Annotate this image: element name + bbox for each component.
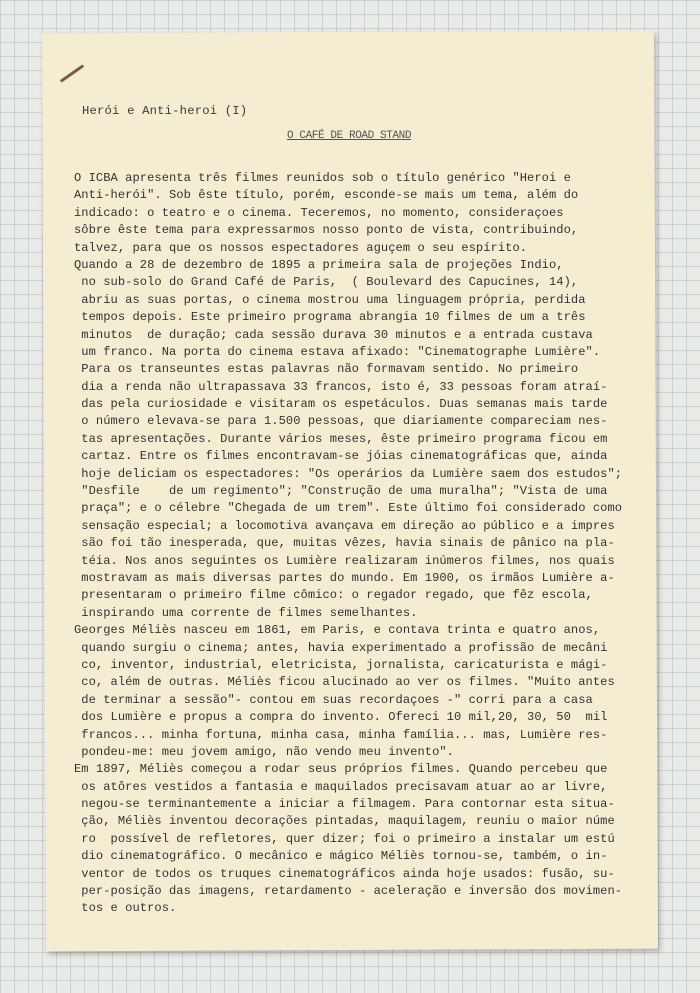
text-line: "Desfile de um regimento"; "Construção de uma muralha"; "Vista de uma [74, 484, 608, 499]
text-line: são foi tão inesperada, que, muitas vêzes, havia sinais de pânico na pla- [74, 536, 615, 551]
text-line: mostravam as mais diversas partes do mundo. Em 1900, os irmãos Lumière a- [74, 570, 615, 585]
text-line: indicado: o teatro e o cinema. Teceremos, no momento, consideraçoes [74, 205, 564, 220]
text-line: negou-se terminantemente a iniciar a filmagem. Para contornar esta situa- [74, 797, 615, 812]
text-line: ção, Méliès inventou decorações pintadas, maquilagem, reuniu o maior núme [74, 814, 615, 829]
text-line: Quando a 28 de dezembro de 1895 a primeira sala de projeções Indio, [74, 257, 564, 272]
text-line: O ICBA apresenta três filmes reunidos sob o título genérico "Heroi e [74, 171, 571, 185]
text-line: Para os transeuntes estas palavras não formavam sentido. No primeiro [74, 362, 579, 377]
text-line: praça"; e o célebre "Chegada de um trem". Este último foi considerado como [74, 501, 623, 516]
text-line: os atôres vestidos a fantasia e maquilados precisavam atuar ao ar livre, [74, 779, 608, 794]
text-line: Em 1897, Méliès começou a rodar seus próprios filmes. Quando percebeu que [74, 762, 608, 777]
text-line: tempos depois. Este primeiro programa abrangia 10 filmes de um a três [74, 310, 586, 325]
text-line: téia. Nos anos seguintes os Lumière realizaram inúmeros filmes, nos quais [74, 553, 615, 568]
text-line: hoje deliciam os espectadores: "Os operários da Lumière saem dos estudos"; [74, 466, 623, 481]
text-line: dos Lumière e propus a compra do invento. Ofereci 10 mil,20, 30, 50 mil [74, 710, 608, 725]
text-line: dia a renda não ultrapassava 33 francos, isto é, 33 pessoas foram atraí- [74, 379, 608, 394]
text-line: ventor de todos os truques cinematográficos ainda hoje usados: fusão, su- [74, 866, 615, 881]
text-line: no sub-solo do Grand Café de Paris, ( Boulevard des Capucines, 14), [74, 275, 579, 290]
text-line: francos... minha fortuna, minha casa, minha família... mas, Lumière res- [74, 727, 608, 742]
text-line: um franco. Na porta do cinema estava afixado: "Cinematographe Lumière". [74, 344, 601, 359]
text-line: co, além de outras. Méliès ficou alucinado ao ver os filmes. "Muito antes [74, 675, 615, 690]
text-line: o número elevava-se para 1.500 pessoas, que diariamente compareciam nes- [74, 414, 608, 429]
text-line: talvez, para que os nossos espectadores aguçem o seu espírito. [74, 240, 528, 255]
document-header: Herói e Anti-heroi (I) [82, 104, 248, 118]
text-line: cartaz. Entre os filmes encontravam-se jóias cinematográficas que, ainda [74, 449, 608, 464]
text-line: tas apresentações. Durante vários meses, êste primeiro programa ficou em [74, 431, 608, 446]
text-line: per-posição das imagens, retardamento - aceleração e inversão dos movimen- [74, 884, 623, 899]
text-line: de terminar a sessão"- contou em suas recordaçoes -" corri para a casa [74, 692, 593, 707]
text-line: sensação especial; a locomotiva avançava em direção ao público e a impres [74, 518, 615, 533]
text-line: quando surgiu o cinema; antes, havia experimentado a profissão de mecâni [74, 640, 608, 655]
text-line: dio cinematográfico. O mecânico e mágico Méliès tornou-se, também, o in- [74, 849, 608, 864]
text-line: Anti-herói". Sob êste título, porém, esconde-se mais um tema, além do [74, 188, 579, 203]
text-line: co, inventor, industrial, eletricista, jornalista, caricaturista e mági- [74, 657, 608, 672]
text-line: tos e outros. [74, 901, 177, 916]
text-line: pondeu-me: meu jovem amigo, não vendo meu invento". [74, 744, 454, 759]
text-line: abriu as suas portas, o cinema mostrou uma linguagem própria, perdida [74, 292, 586, 307]
document-title: O CAFÉ DE ROAD STAND [287, 130, 412, 142]
text-line: presentaram o primeiro filme cômico: o regador regado, que fêz escola, [74, 588, 593, 603]
text-line: sôbre êste tema para expressarmos nosso ponto de vista, contribuindo, [74, 223, 579, 238]
text-line: das pela curiosidade e visitaram os espetáculos. Duas semanas mais tarde [74, 397, 608, 412]
text-line: inspirando uma corrente de filmes semelhantes. [74, 605, 418, 620]
document-body [74, 170, 634, 918]
text-line: minutos de duração; cada sessão durava 30 minutos e a entrada custava [74, 327, 593, 342]
text-line: ro possível de refletores, quer dizer; foi o primeiro a instalar um estú [74, 831, 615, 846]
text-line: Georges Méliès nasceu em 1861, em Paris, e contava trinta e quatro anos, [74, 623, 601, 638]
